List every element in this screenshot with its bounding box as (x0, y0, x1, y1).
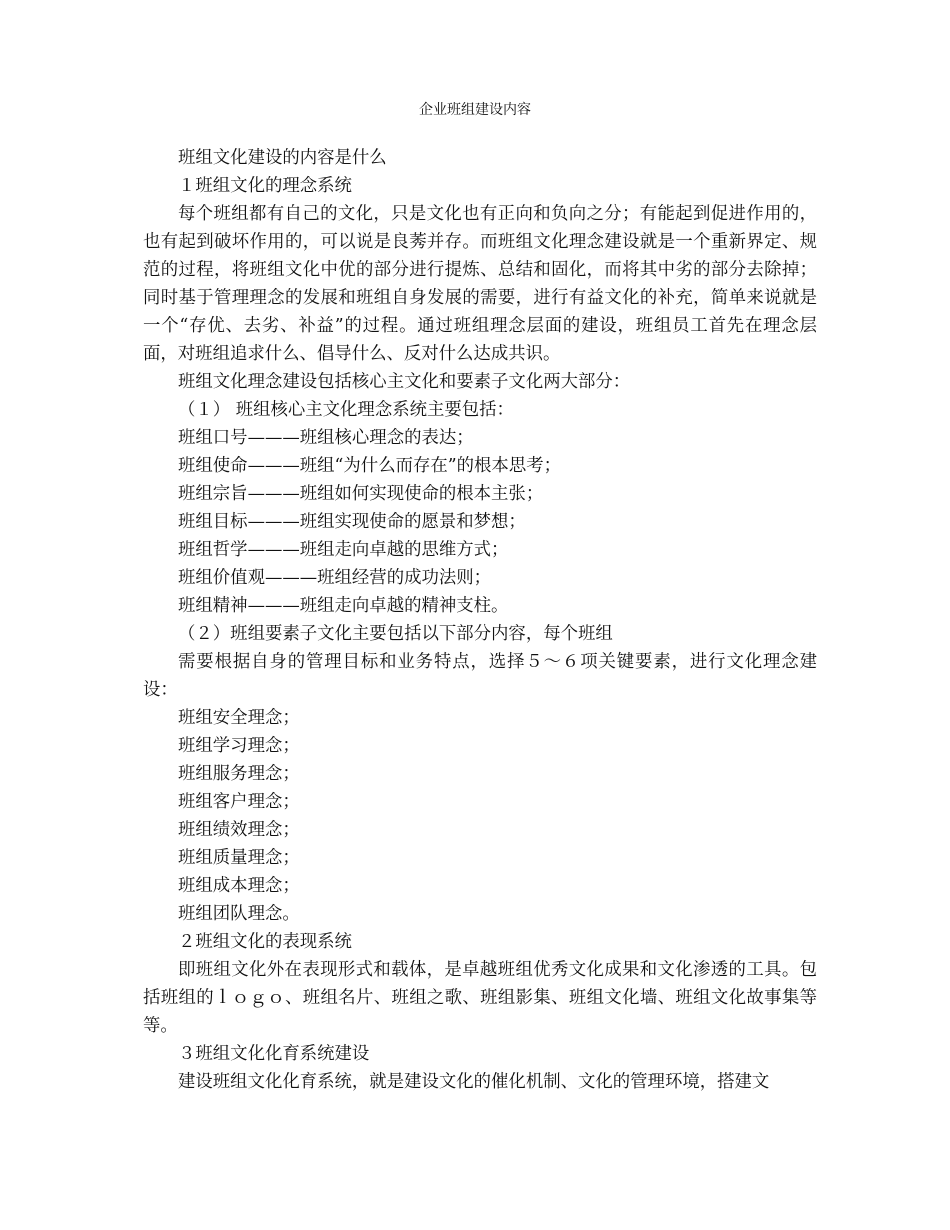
paragraph-concept-parts: 班组文化理念建设包括核心主文化和要素子文化两大部分： (178, 372, 631, 392)
list-item: 班组口号———班组核心理念的表达； (178, 428, 474, 448)
subsection-heading-2: ２班组文化的表现系统 (178, 932, 352, 952)
section-heading: 班组文化建设的内容是什么 (178, 148, 387, 168)
paragraph-expression: 即班组文化外在表现形式和载体，是卓越班组优秀文化成果和文化渗透的工具。包括班组的ｌｏｇｏ、班组名片、班组之歌、班组影集、班组文化墙、班组文化故事集等等。 (143, 960, 817, 1036)
document-title: 企业班组建设内容 (419, 102, 531, 118)
list-item: 班组安全理念； (178, 708, 300, 728)
list-heading-element: （２）班组要素子文化主要包括以下部分内容，每个班组 (178, 624, 613, 644)
document-body (143, 144, 817, 1096)
list-item: 班组使命———班组“为什么而存在”的根本思考； (178, 456, 561, 476)
list-item: 班组质量理念； (178, 848, 300, 868)
paragraph-element-selection: 需要根据自身的管理目标和业务特点，选择５～６项关键要素，进行文化理念建设： (143, 652, 817, 700)
list-item: 班组客户理念； (178, 792, 300, 812)
list-item: 班组服务理念； (178, 764, 300, 784)
paragraph-intro: 每个班组都有自己的文化，只是文化也有正向和负向之分；有能起到促进作用的，也有起到破坏作用的，可以说是良莠并存。而班组文化理念建设就是一个重新界定、规范的过程，将班组文化中优的部分进行提炼、总结和固化，而将其中劣的部分去除掉；同时基于管理理念的发展和班组自身发展的需要，进行有益文化的补充，简单来说就是一个“存优、去劣、补益”的过程。通过班组理念层面的建设，班组员工首先在理念层面，对班组追求什么、倡导什么、反对什么达成共识。 (143, 204, 817, 364)
list-item: 班组目标———班组实现使命的愿景和梦想； (178, 512, 526, 532)
list-item: 班组学习理念； (178, 736, 300, 756)
paragraph-cultivation: 建设班组文化化育系统，就是建设文化的催化机制、文化的管理环境，搭建文 (178, 1072, 770, 1092)
list-item: 班组精神———班组走向卓越的精神支柱。 (178, 596, 509, 616)
list-item: 班组绩效理念； (178, 820, 300, 840)
list-item: 班组成本理念； (178, 876, 300, 896)
list-item: 班组团队理念。 (178, 904, 300, 924)
subsection-heading-3: ３班组文化化育系统建设 (178, 1044, 370, 1064)
list-item: 班组哲学———班组走向卓越的思维方式； (178, 540, 509, 560)
list-item: 班组价值观———班组经营的成功法则； (178, 568, 492, 588)
list-heading-core: （１） 班组核心主文化理念系统主要包括： (178, 400, 514, 420)
subsection-heading-1: １班组文化的理念系统 (178, 176, 352, 196)
list-item: 班组宗旨———班组如何实现使命的根本主张； (178, 484, 544, 504)
